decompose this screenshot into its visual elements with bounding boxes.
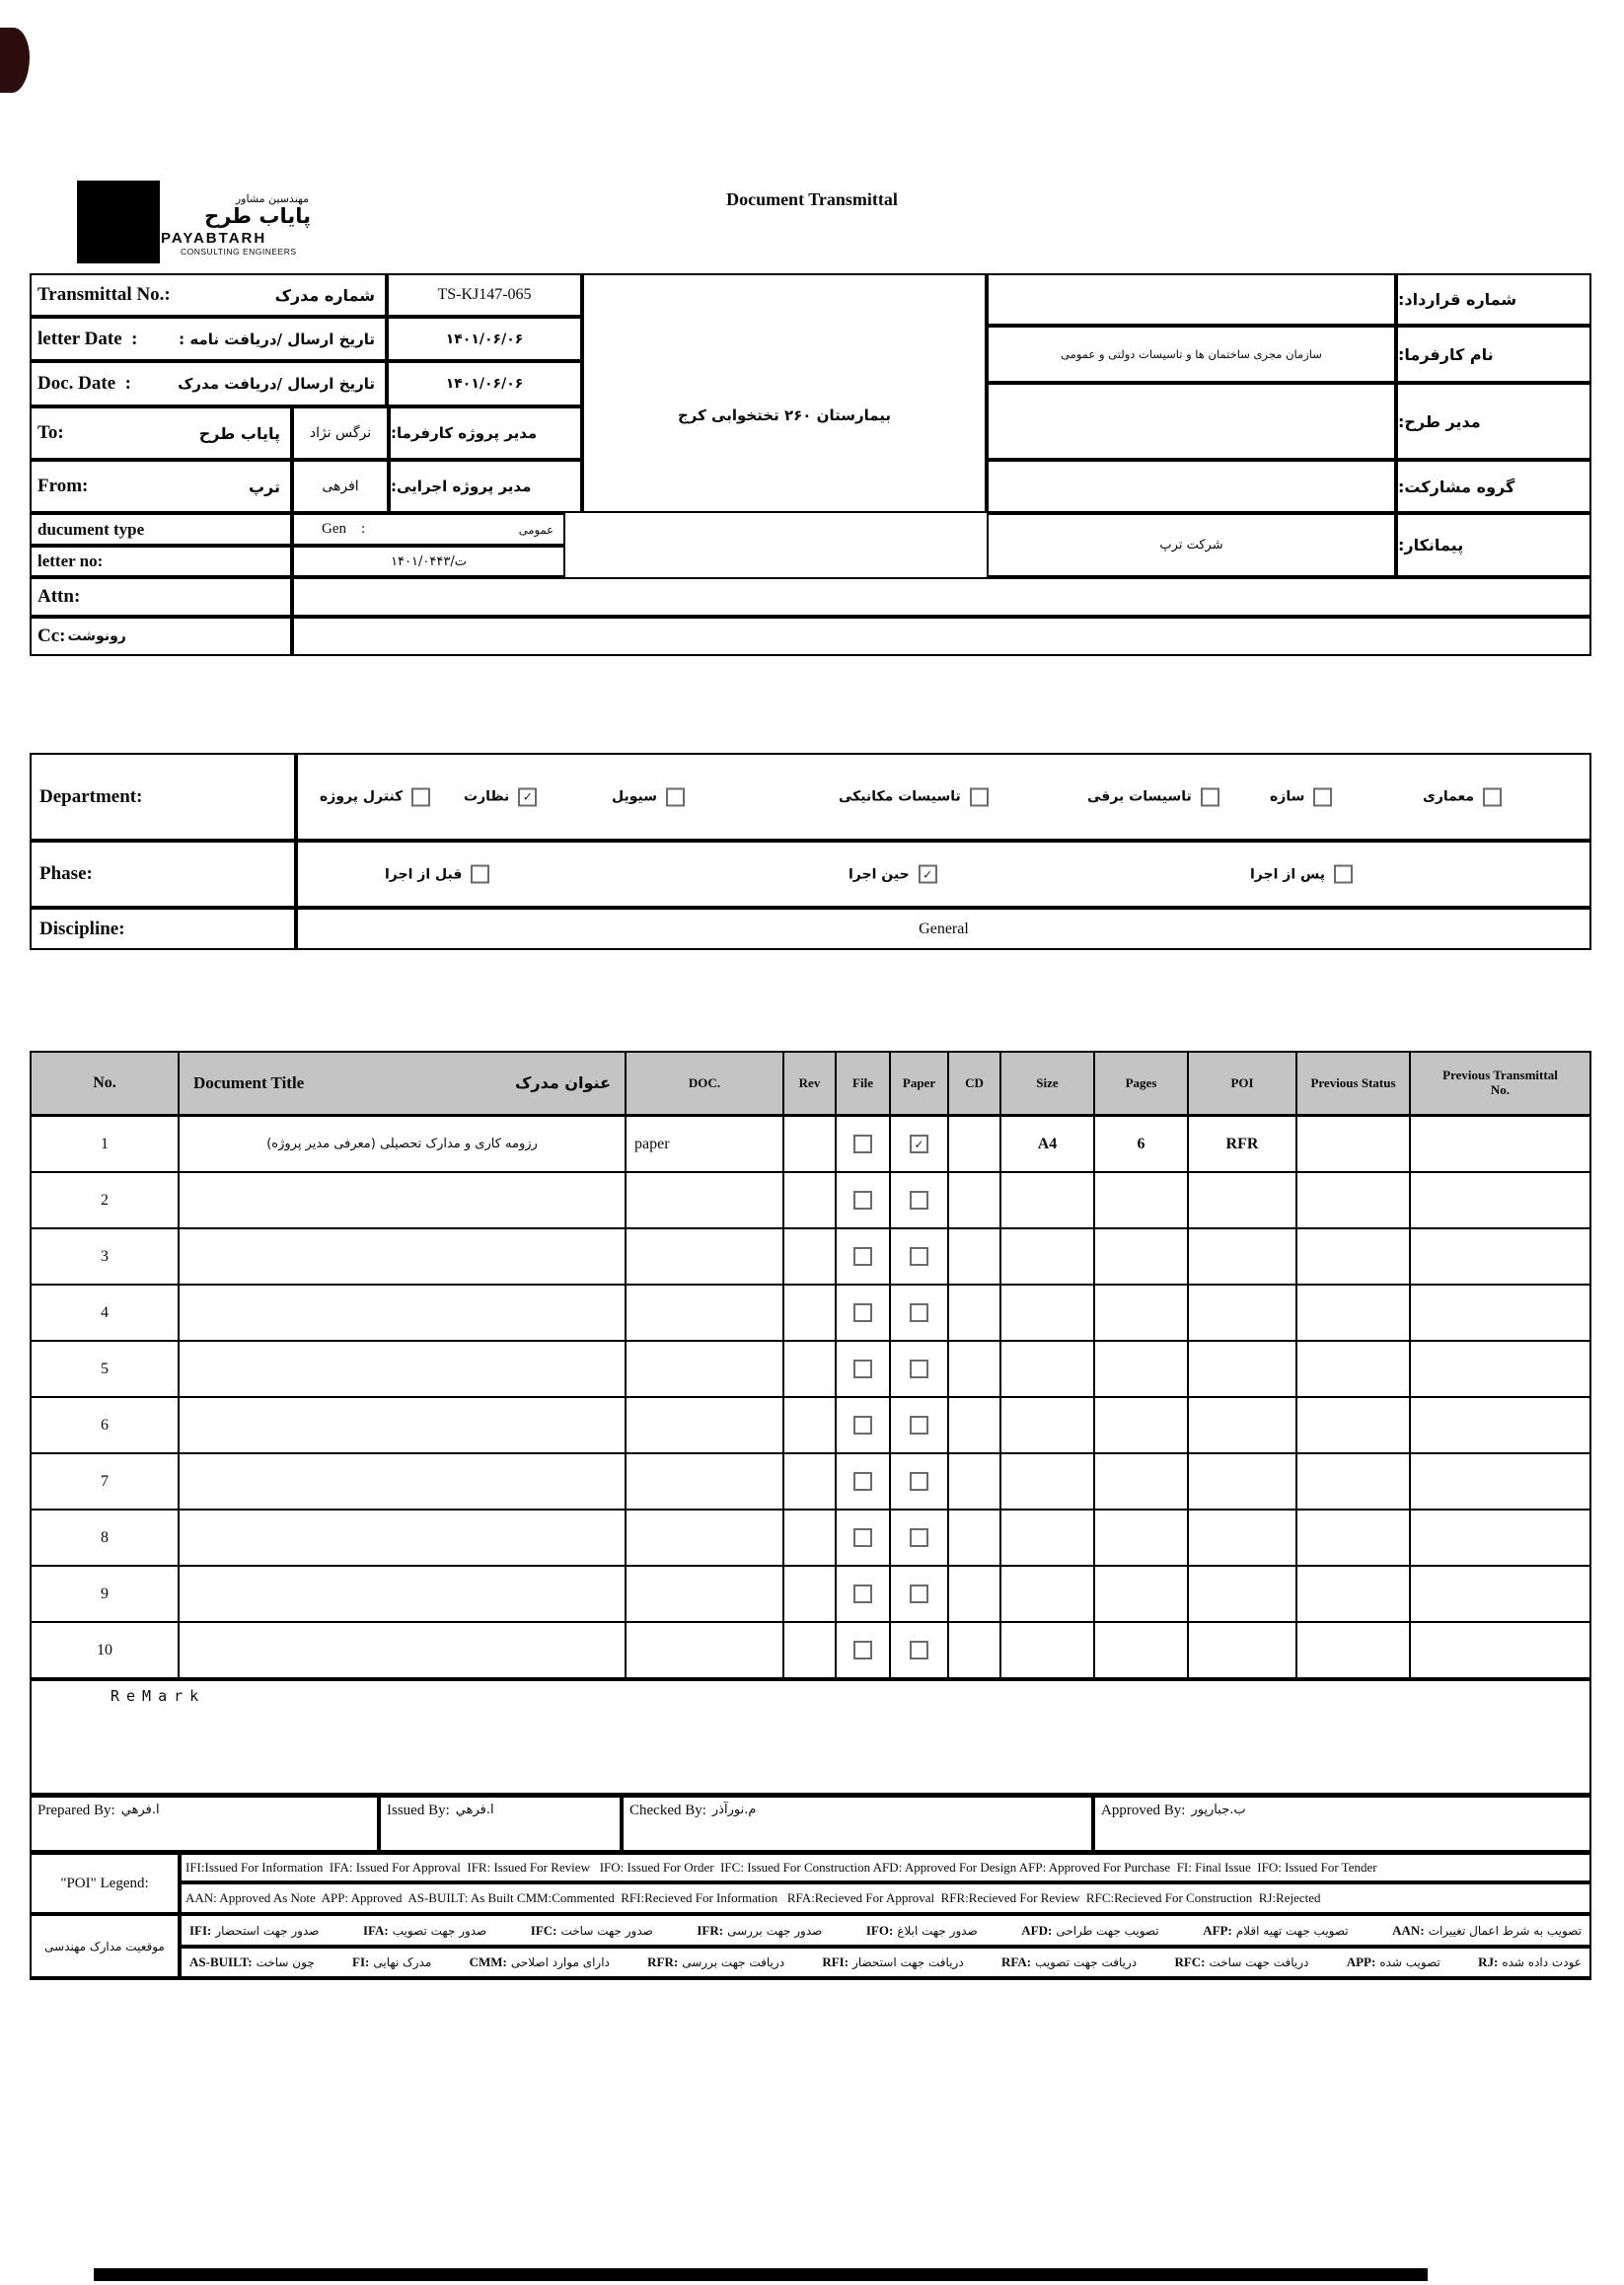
client-pm-name: نرگس نژاد bbox=[292, 406, 389, 460]
row-6-file bbox=[837, 1398, 891, 1454]
design-manager-label: مدیر طرح: bbox=[1396, 383, 1591, 460]
row-8-file bbox=[837, 1511, 891, 1567]
client-name-value: سازمان مجری ساختمان ها و تاسیسات دولتی و عمومی bbox=[987, 326, 1396, 383]
row-6-paper bbox=[891, 1398, 949, 1454]
row-8-pages bbox=[1095, 1511, 1189, 1567]
fa-legend-line2 bbox=[180, 1947, 1591, 1980]
doc-type-value: Gen : bbox=[322, 521, 366, 537]
legend-item-AAN: AAN: تصویب به شرط اعمال تغییرات bbox=[1392, 1922, 1582, 1938]
department-option-label: کنترل پروژه bbox=[320, 788, 404, 805]
row-1-cd bbox=[949, 1117, 1001, 1173]
row-3-paper bbox=[891, 1229, 949, 1286]
row-7-size bbox=[1001, 1454, 1095, 1511]
row-7-paper bbox=[891, 1454, 949, 1511]
issued-by-label: Issued By: bbox=[387, 1803, 450, 1818]
contractor-name: شرکت ترپ bbox=[987, 513, 1396, 577]
department-options-cell bbox=[296, 753, 1591, 841]
row-5-prev-status bbox=[1297, 1342, 1411, 1398]
legend-item-IFI: IFI: صدور جهت استحضار bbox=[189, 1922, 320, 1938]
row-3-prev-status bbox=[1297, 1229, 1411, 1286]
legend-item-APP: APP: تصویب شده bbox=[1346, 1954, 1440, 1969]
prepared-by-label: Prepared By: bbox=[37, 1803, 115, 1818]
col-header-size: Size bbox=[1001, 1053, 1095, 1117]
phase-option-label: پس از اجرا bbox=[1250, 866, 1326, 882]
col-header-doc: DOC. bbox=[627, 1053, 784, 1117]
unchecked-checkbox-icon[interactable] bbox=[853, 1641, 872, 1659]
doc-date-label-cell bbox=[30, 361, 387, 406]
col-header-no: No. bbox=[32, 1053, 180, 1117]
legend-item-RFR: RFR: دریافت جهت بررسی bbox=[647, 1954, 785, 1969]
legend-item-FI: FI: مدرک نهایی bbox=[352, 1954, 432, 1969]
row-3-size bbox=[1001, 1229, 1095, 1286]
phase-options-cell bbox=[296, 841, 1591, 908]
fa-legend-label: موقعیت مدارک مهندسی bbox=[30, 1914, 180, 1980]
row-3-doc bbox=[627, 1229, 784, 1286]
row-4-title bbox=[180, 1286, 627, 1342]
row-9-size bbox=[1001, 1567, 1095, 1623]
cc-label-cell bbox=[30, 617, 292, 656]
row-3-pages bbox=[1095, 1229, 1189, 1286]
attn-label: Attn: bbox=[30, 577, 292, 617]
unchecked-checkbox-icon[interactable] bbox=[853, 1416, 872, 1435]
discipline-label: Discipline: bbox=[30, 908, 296, 950]
approved-by-label: Approved By: bbox=[1101, 1803, 1186, 1818]
department-item bbox=[612, 787, 685, 806]
unchecked-checkbox-icon[interactable] bbox=[1334, 865, 1353, 884]
row-1-doc: paper bbox=[627, 1117, 784, 1173]
legend-item-AFD: AFD: تصویب جهت طراحی bbox=[1021, 1922, 1159, 1938]
design-manager-value-cell bbox=[987, 383, 1396, 460]
row-6-rev bbox=[784, 1398, 837, 1454]
row-2-file bbox=[837, 1173, 891, 1229]
unchecked-checkbox-icon[interactable] bbox=[411, 787, 430, 806]
cc-label-fa: رونوشت bbox=[67, 628, 126, 644]
unchecked-checkbox-icon[interactable] bbox=[910, 1191, 928, 1210]
logo-en-tagline: CONSULTING ENGINEERS bbox=[181, 247, 297, 258]
row-8-title bbox=[180, 1511, 627, 1567]
checked-by-name: م.نورآذر bbox=[711, 1803, 757, 1817]
to-cell bbox=[30, 406, 292, 460]
poi-legend-line2: AAN: Approved As Note APP: Approved AS-BUILT: As Built CMM:Commented RFI:Recieved For Information RFA:Recieved For Approval RFR:Recieved For Review RFC:Recieved For Construction RJ:Rejected bbox=[180, 1882, 1591, 1914]
unchecked-checkbox-icon[interactable] bbox=[910, 1528, 928, 1547]
row-10-prev-transmittal bbox=[1411, 1623, 1589, 1679]
row-1-file bbox=[837, 1117, 891, 1173]
scan-artifact-bottom-bar bbox=[94, 2268, 1428, 2281]
letter-date-label-fa: تاریخ ارسال /دریافت نامه : bbox=[179, 330, 375, 348]
row-5-no: 5 bbox=[32, 1342, 180, 1398]
row-8-cd bbox=[949, 1511, 1001, 1567]
col-header-paper: Paper bbox=[891, 1053, 949, 1117]
row-3-file bbox=[837, 1229, 891, 1286]
unchecked-checkbox-icon[interactable] bbox=[666, 787, 685, 806]
row-4-no: 4 bbox=[32, 1286, 180, 1342]
row-10-poi bbox=[1189, 1623, 1297, 1679]
row-5-doc bbox=[627, 1342, 784, 1398]
row-10-title bbox=[180, 1623, 627, 1679]
department-label: Department: bbox=[30, 753, 296, 841]
cc-value-cell bbox=[292, 617, 1591, 656]
row-9-poi bbox=[1189, 1567, 1297, 1623]
prepared-by-name: ا.فرهي bbox=[120, 1803, 160, 1817]
letter-date-label-en: letter Date : bbox=[37, 328, 138, 349]
row-1-rev bbox=[784, 1117, 837, 1173]
legend-item-RFC: RFC: دریافت جهت ساخت bbox=[1174, 1954, 1309, 1969]
row-5-prev-transmittal bbox=[1411, 1342, 1589, 1398]
row-8-doc bbox=[627, 1511, 784, 1567]
legend-item-IFA: IFA: صدور جهت تصویب bbox=[362, 1922, 487, 1938]
row-8-poi bbox=[1189, 1511, 1297, 1567]
row-4-doc bbox=[627, 1286, 784, 1342]
unchecked-checkbox-icon[interactable] bbox=[853, 1303, 872, 1322]
cc-label-en: Cc: bbox=[37, 626, 66, 646]
row-2-prev-transmittal bbox=[1411, 1173, 1589, 1229]
doc-date-value: ۱۴۰۱/۰۶/۰۶ bbox=[387, 361, 582, 406]
legend-item-IFC: IFC: صدور جهت ساخت bbox=[530, 1922, 653, 1938]
row-1-prev-status bbox=[1297, 1117, 1411, 1173]
phase-label: Phase: bbox=[30, 841, 296, 908]
row-9-prev-status bbox=[1297, 1567, 1411, 1623]
department-option-label: سیویل bbox=[612, 788, 658, 805]
remark-label: ReMark bbox=[111, 1687, 206, 1705]
row-3-cd bbox=[949, 1229, 1001, 1286]
col-header-cd: CD bbox=[949, 1053, 1001, 1117]
unchecked-checkbox-icon[interactable] bbox=[910, 1585, 928, 1603]
row-6-no: 6 bbox=[32, 1398, 180, 1454]
row-10-file bbox=[837, 1623, 891, 1679]
logo-mark-icon bbox=[77, 181, 160, 263]
department-option-label: تاسیسات مکانیکی bbox=[839, 788, 961, 805]
department-option-label: نظارت bbox=[464, 788, 510, 805]
row-2-poi bbox=[1189, 1173, 1297, 1229]
unchecked-checkbox-icon[interactable] bbox=[853, 1360, 872, 1378]
unchecked-checkbox-icon[interactable] bbox=[853, 1191, 872, 1210]
row-1-paper bbox=[891, 1117, 949, 1173]
unchecked-checkbox-icon[interactable] bbox=[910, 1303, 928, 1322]
row-9-file bbox=[837, 1567, 891, 1623]
prepared-by-cell bbox=[30, 1795, 379, 1852]
row-7-rev bbox=[784, 1454, 837, 1511]
row-5-title bbox=[180, 1342, 627, 1398]
unchecked-checkbox-icon[interactable] bbox=[1313, 787, 1332, 806]
row-8-prev-status bbox=[1297, 1511, 1411, 1567]
row-8-size bbox=[1001, 1511, 1095, 1567]
from-cell bbox=[30, 460, 292, 513]
contractor-label: پیمانکار: bbox=[1396, 513, 1591, 577]
row-1-size: A4 bbox=[1001, 1117, 1095, 1173]
page-title: Document Transmittal bbox=[726, 189, 898, 209]
row-7-no: 7 bbox=[32, 1454, 180, 1511]
row-4-rev bbox=[784, 1286, 837, 1342]
letter-no-label: letter no: bbox=[30, 546, 292, 577]
row-9-doc bbox=[627, 1567, 784, 1623]
row-6-cd bbox=[949, 1398, 1001, 1454]
row-10-doc bbox=[627, 1623, 784, 1679]
row-10-paper bbox=[891, 1623, 949, 1679]
logo-fa-name: پایاب طرح bbox=[204, 203, 311, 228]
row-10-cd bbox=[949, 1623, 1001, 1679]
row-1-pages: 6 bbox=[1095, 1117, 1189, 1173]
department-item bbox=[1423, 787, 1502, 806]
doc-date-label-fa: تاریخ ارسال /دریافت مدرک bbox=[178, 375, 375, 393]
row-5-size bbox=[1001, 1342, 1095, 1398]
row-3-rev bbox=[784, 1229, 837, 1286]
checked-checkbox-icon[interactable] bbox=[919, 865, 937, 884]
phase-option-label: حین اجرا bbox=[849, 866, 910, 882]
col-header-title-en: Document Title bbox=[193, 1073, 305, 1093]
row-2-title bbox=[180, 1173, 627, 1229]
unchecked-checkbox-icon[interactable] bbox=[1201, 787, 1219, 806]
transmittal-no-label-cell bbox=[30, 273, 387, 317]
department-item bbox=[839, 787, 989, 806]
to-label: To: bbox=[37, 422, 64, 443]
poi-legend-line1: IFI:Issued For Information IFA: Issued For Approval IFR: Issued For Review IFO: Issued For Order IFC: Issued For Construction AFD: Approved For Design AFP: Approved For Purchase FI: Final Issue IFO: Issued For Tender bbox=[180, 1852, 1591, 1882]
checked-by-cell bbox=[622, 1795, 1093, 1852]
row-9-cd bbox=[949, 1567, 1001, 1623]
row-10-size bbox=[1001, 1623, 1095, 1679]
transmittal-no-label-en: Transmittal No.: bbox=[37, 284, 171, 305]
row-2-no: 2 bbox=[32, 1173, 180, 1229]
row-4-file bbox=[837, 1286, 891, 1342]
row-7-file bbox=[837, 1454, 891, 1511]
row-9-no: 9 bbox=[32, 1567, 180, 1623]
unchecked-checkbox-icon[interactable] bbox=[910, 1247, 928, 1266]
client-pm-label: مدیر پروژه کارفرما: bbox=[389, 406, 582, 460]
row-7-title bbox=[180, 1454, 627, 1511]
row-8-paper bbox=[891, 1511, 949, 1567]
logo-fa-tagline: مهندسین مشاور bbox=[235, 192, 309, 205]
approved-by-name: ب.جبارپور bbox=[1191, 1803, 1246, 1817]
phase-option-label: قبل از اجرا bbox=[385, 866, 463, 882]
phase-item bbox=[849, 865, 937, 884]
document-table bbox=[30, 1051, 1591, 1681]
doc-type-value-fa: عمومی bbox=[518, 522, 554, 537]
row-5-poi bbox=[1189, 1342, 1297, 1398]
col-header-title-fa: عنوان مدرک bbox=[515, 1072, 611, 1092]
row-3-no: 3 bbox=[32, 1229, 180, 1286]
legend-item-IFR: IFR: صدور جهت بررسی bbox=[697, 1922, 823, 1938]
row-5-pages bbox=[1095, 1342, 1189, 1398]
row-2-size bbox=[1001, 1173, 1095, 1229]
row-5-cd bbox=[949, 1342, 1001, 1398]
row-4-pages bbox=[1095, 1286, 1189, 1342]
row-6-poi bbox=[1189, 1398, 1297, 1454]
checked-by-label: Checked By: bbox=[629, 1803, 706, 1818]
phase-item bbox=[1250, 865, 1353, 884]
row-3-poi bbox=[1189, 1229, 1297, 1286]
doc-date-label-en: Doc. Date : bbox=[37, 373, 131, 394]
remark-box bbox=[30, 1677, 1591, 1795]
fa-legend-line1 bbox=[180, 1914, 1591, 1947]
col-header-title bbox=[180, 1053, 627, 1117]
col-header-file: File bbox=[837, 1053, 891, 1117]
partnership-label: گروه مشارکت: bbox=[1396, 460, 1591, 513]
row-10-no: 10 bbox=[32, 1623, 180, 1679]
row-2-pages bbox=[1095, 1173, 1189, 1229]
department-item bbox=[1087, 787, 1219, 806]
row-5-rev bbox=[784, 1342, 837, 1398]
col-header-prev-status: Previous Status bbox=[1297, 1053, 1411, 1117]
department-item bbox=[320, 787, 430, 806]
col-header-rev: Rev bbox=[784, 1053, 837, 1117]
col-header-prev-transmittal: Previous Transmittal No. bbox=[1411, 1053, 1589, 1117]
exec-pm-name: افرهی bbox=[292, 460, 389, 513]
department-item bbox=[464, 787, 537, 806]
unchecked-checkbox-icon[interactable] bbox=[853, 1585, 872, 1603]
department-option-label: تاسیسات برقی bbox=[1087, 788, 1192, 805]
project-name: بیمارستان ۲۶۰ تختخوابی کرج bbox=[582, 273, 987, 513]
legend-item-RFA: RFA: دریافت جهت تصویب bbox=[1000, 1954, 1138, 1969]
legend-item-AS-BUILT: AS-BUILT: چون ساخت bbox=[189, 1954, 315, 1969]
col-header-pages: Pages bbox=[1095, 1053, 1189, 1117]
department-item bbox=[1270, 787, 1332, 806]
row-7-doc bbox=[627, 1454, 784, 1511]
row-4-size bbox=[1001, 1286, 1095, 1342]
row-10-prev-status bbox=[1297, 1623, 1411, 1679]
doc-type-cell bbox=[292, 513, 565, 546]
row-9-pages bbox=[1095, 1567, 1189, 1623]
unchecked-checkbox-icon[interactable] bbox=[853, 1135, 872, 1153]
legend-item-CMM: CMM: دارای موارد اصلاحی bbox=[469, 1954, 610, 1969]
unchecked-checkbox-icon[interactable] bbox=[970, 787, 989, 806]
row-10-pages bbox=[1095, 1623, 1189, 1679]
contract-no-value-cell bbox=[987, 273, 1396, 326]
unchecked-checkbox-icon[interactable] bbox=[910, 1472, 928, 1491]
row-6-pages bbox=[1095, 1398, 1189, 1454]
unchecked-checkbox-icon[interactable] bbox=[910, 1416, 928, 1435]
row-9-rev bbox=[784, 1567, 837, 1623]
client-name-label: نام کارفرما: bbox=[1396, 326, 1591, 383]
row-9-paper bbox=[891, 1567, 949, 1623]
approved-by-cell bbox=[1093, 1795, 1591, 1852]
row-5-file bbox=[837, 1342, 891, 1398]
row-1-prev-transmittal bbox=[1411, 1117, 1589, 1173]
letter-no-value: ت/۱۴۰۱/۰۴۴۳ bbox=[292, 546, 565, 577]
checked-checkbox-icon[interactable] bbox=[910, 1135, 928, 1153]
unchecked-checkbox-icon[interactable] bbox=[1483, 787, 1502, 806]
row-4-cd bbox=[949, 1286, 1001, 1342]
letter-date-value: ۱۴۰۱/۰۶/۰۶ bbox=[387, 317, 582, 361]
partnership-value-cell bbox=[987, 460, 1396, 513]
row-4-poi bbox=[1189, 1286, 1297, 1342]
to-value: پایاب طرح bbox=[198, 423, 280, 443]
row-6-prev-transmittal bbox=[1411, 1398, 1589, 1454]
department-option-label: سازه bbox=[1270, 788, 1305, 805]
legend-item-RFI: RFI: دریافت جهت استحضار bbox=[822, 1954, 964, 1969]
row-4-paper bbox=[891, 1286, 949, 1342]
row-6-doc bbox=[627, 1398, 784, 1454]
legend-item-IFO: IFO: صدور جهت ابلاغ bbox=[865, 1922, 978, 1938]
unchecked-checkbox-icon[interactable] bbox=[853, 1528, 872, 1547]
col-header-poi: POI bbox=[1189, 1053, 1297, 1117]
scan-artifact-corner bbox=[0, 28, 30, 93]
row-7-pages bbox=[1095, 1454, 1189, 1511]
unchecked-checkbox-icon[interactable] bbox=[910, 1360, 928, 1378]
unchecked-checkbox-icon[interactable] bbox=[853, 1472, 872, 1491]
row-9-prev-transmittal bbox=[1411, 1567, 1589, 1623]
discipline-value: General bbox=[296, 908, 1591, 950]
row-7-cd bbox=[949, 1454, 1001, 1511]
row-2-prev-status bbox=[1297, 1173, 1411, 1229]
unchecked-checkbox-icon[interactable] bbox=[910, 1641, 928, 1659]
row-9-title bbox=[180, 1567, 627, 1623]
row-7-prev-status bbox=[1297, 1454, 1411, 1511]
attn-value-cell bbox=[292, 577, 1591, 617]
row-1-title: رزومه کاری و مدارک تحصیلی (معرفی مدیر پروژه) bbox=[180, 1117, 627, 1173]
row-2-paper bbox=[891, 1173, 949, 1229]
row-2-rev bbox=[784, 1173, 837, 1229]
from-value: ترپ bbox=[248, 477, 280, 496]
phase-item bbox=[385, 865, 489, 884]
letter-date-label-cell bbox=[30, 317, 387, 361]
row-8-prev-transmittal bbox=[1411, 1511, 1589, 1567]
from-label: From: bbox=[37, 476, 89, 496]
issued-by-cell bbox=[379, 1795, 622, 1852]
row-6-size bbox=[1001, 1398, 1095, 1454]
transmittal-no-label-fa: شماره مدرک bbox=[274, 285, 375, 305]
row-1-no: 1 bbox=[32, 1117, 180, 1173]
transmittal-no-value: TS-KJ147-065 bbox=[387, 273, 582, 317]
row-7-prev-transmittal bbox=[1411, 1454, 1589, 1511]
department-option-label: معماری bbox=[1423, 788, 1475, 805]
doc-type-label: ducument type bbox=[30, 513, 292, 546]
row-6-prev-status bbox=[1297, 1398, 1411, 1454]
row-2-cd bbox=[949, 1173, 1001, 1229]
unchecked-checkbox-icon[interactable] bbox=[853, 1247, 872, 1266]
checked-checkbox-icon[interactable] bbox=[518, 787, 537, 806]
row-4-prev-status bbox=[1297, 1286, 1411, 1342]
row-4-prev-transmittal bbox=[1411, 1286, 1589, 1342]
row-6-title bbox=[180, 1398, 627, 1454]
row-8-rev bbox=[784, 1511, 837, 1567]
row-8-no: 8 bbox=[32, 1511, 180, 1567]
row-5-paper bbox=[891, 1342, 949, 1398]
unchecked-checkbox-icon[interactable] bbox=[471, 865, 489, 884]
logo-en-name: PAYABTARH bbox=[161, 229, 267, 247]
issued-by-name: ا.فرهي bbox=[455, 1803, 494, 1817]
poi-legend-label: "POI" Legend: bbox=[30, 1852, 180, 1914]
row-10-rev bbox=[784, 1623, 837, 1679]
exec-pm-label: مدیر پروژه اجرایی: bbox=[389, 460, 582, 513]
row-1-poi: RFR bbox=[1189, 1117, 1297, 1173]
legend-item-RJ: RJ: عودت داده شده bbox=[1478, 1954, 1582, 1969]
row-3-title bbox=[180, 1229, 627, 1286]
row-2-doc bbox=[627, 1173, 784, 1229]
legend-item-AFP: AFP: تصویب جهت تهیه اقلام bbox=[1203, 1922, 1349, 1938]
row-3-prev-transmittal bbox=[1411, 1229, 1589, 1286]
contract-no-label: شماره قرارداد: bbox=[1396, 273, 1591, 326]
row-7-poi bbox=[1189, 1454, 1297, 1511]
